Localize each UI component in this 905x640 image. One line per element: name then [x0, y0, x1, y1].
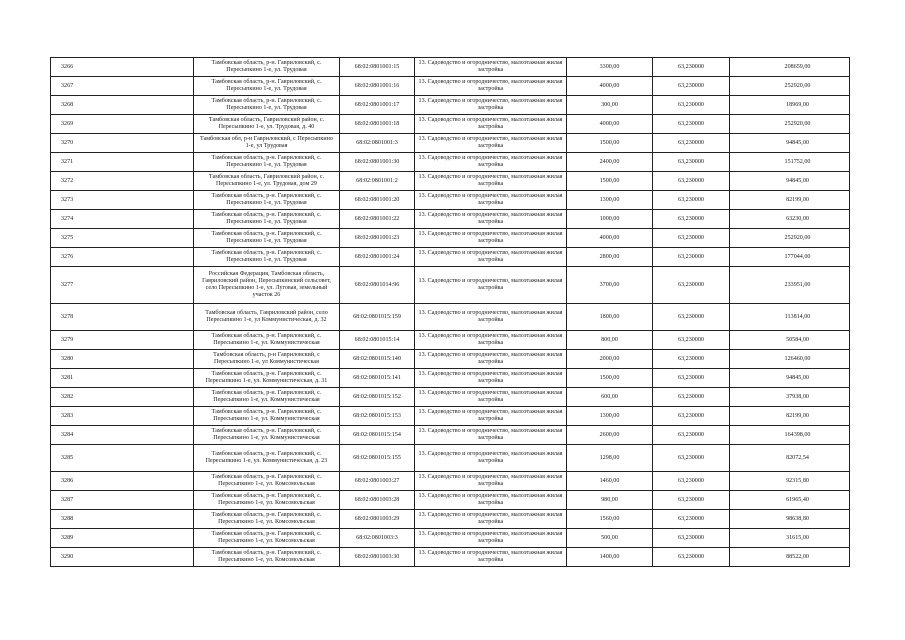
cadastral-value-cell: 252920,00: [730, 229, 850, 248]
table-row: [51, 210, 850, 229]
cadastral-number-cell: 68:02:0801001:22: [340, 210, 415, 229]
permitted-use-cell: 13. Садоводство и огородничество, малоэтажная жилая застройка: [415, 304, 567, 331]
area-cell: 1300,00: [567, 407, 653, 426]
permitted-use-cell: 13. Садоводство и огородничество, малоэтажная жилая застройка: [415, 134, 567, 153]
rate-cell: 63,230000: [653, 191, 730, 210]
cadastral-number-cell: 68:02:0801015:155: [340, 445, 415, 472]
permitted-use-cell: 13. Садоводство и огородничество, малоэтажная жилая застройка: [415, 426, 567, 445]
permitted-use-cell: 13. Садоводство и огородничество, малоэтажная жилая застройка: [415, 115, 567, 134]
cadastral-value-cell: 151752,00: [730, 153, 850, 172]
area-cell: 1800,00: [567, 304, 653, 331]
land-plots-table: [50, 57, 850, 567]
row-number-cell: 3285: [51, 445, 194, 472]
permitted-use-cell: 13. Садоводство и огородничество, малоэтажная жилая застройка: [415, 407, 567, 426]
cadastral-value-cell: 252920,00: [730, 115, 850, 134]
rate-cell: 63,230000: [653, 388, 730, 407]
rate-cell: 63,230000: [653, 96, 730, 115]
address-cell: Российская Федерация, Тамбовская область, Гавриловский район, Пересыпкинский сельсовет, село Пересыпкино 1-е, ул. Луговая, земельный участок 26: [194, 267, 340, 304]
area-cell: 3700,00: [567, 267, 653, 304]
address-cell: Тамбовская область, р-н. Гавриловский, с. Пересыпкино 1-е, ул. Коммунистическая: [194, 426, 340, 445]
rate-cell: 63,230000: [653, 229, 730, 248]
permitted-use-cell: 13. Садоводство и огородничество, малоэтажная жилая застройка: [415, 445, 567, 472]
address-cell: Тамбовская область, р-н. Гавриловский, с. Пересыпкино 1-е, ул. Коммунистическая: [194, 407, 340, 426]
cadastral-number-cell: 68:02:0801003:29: [340, 510, 415, 529]
rate-cell: 63,230000: [653, 115, 730, 134]
table-row: [51, 548, 850, 567]
cadastral-number-cell: 68:02:0801001:24: [340, 248, 415, 267]
rate-cell: 63,230000: [653, 350, 730, 369]
row-number-cell: 3267: [51, 77, 194, 96]
cadastral-value-cell: 82199,00: [730, 407, 850, 426]
area-cell: 1000,00: [567, 210, 653, 229]
table-row: [51, 267, 850, 304]
row-number-cell: 3266: [51, 58, 194, 77]
permitted-use-cell: 13. Садоводство и огородничество, малоэтажная жилая застройка: [415, 510, 567, 529]
rate-cell: 63,230000: [653, 153, 730, 172]
area-cell: 600,00: [567, 388, 653, 407]
cadastral-value-cell: 61965,40: [730, 491, 850, 510]
area-cell: 1300,00: [567, 191, 653, 210]
table-row: [51, 96, 850, 115]
table-row: [51, 529, 850, 548]
cadastral-value-cell: 177044,00: [730, 248, 850, 267]
table-row: [51, 331, 850, 350]
cadastral-value-cell: 88522,00: [730, 548, 850, 567]
cadastral-number-cell: 68:02:0801014:96: [340, 267, 415, 304]
row-number-cell: 3277: [51, 267, 194, 304]
cadastral-number-cell: 68:02:0801001:20: [340, 191, 415, 210]
address-cell: Тамбовская область, р-н. Гавриловский, с. Пересыпкино 1-е, ул. Трудовая: [194, 96, 340, 115]
permitted-use-cell: 13. Садоводство и огородничество, малоэтажная жилая застройка: [415, 77, 567, 96]
table-row: [51, 472, 850, 491]
rate-cell: 63,230000: [653, 510, 730, 529]
row-number-cell: 3281: [51, 369, 194, 388]
cadastral-value-cell: 82072,54: [730, 445, 850, 472]
area-cell: 1500,00: [567, 172, 653, 191]
row-number-cell: 3288: [51, 510, 194, 529]
rate-cell: 63,230000: [653, 58, 730, 77]
cadastral-number-cell: 68:02:0801001:16: [340, 77, 415, 96]
area-cell: 980,00: [567, 491, 653, 510]
cadastral-number-cell: 68:02:0801001:3: [340, 134, 415, 153]
rate-cell: 63,230000: [653, 248, 730, 267]
cadastral-value-cell: 92315,80: [730, 472, 850, 491]
address-cell: Тамбовская область, р-н. Гавриловский, с. Пересыпкино 1-е, ул. Комсомольская: [194, 548, 340, 567]
address-cell: Тамбовская обл, р-н Гавриловский, с Пересыпкино 1-е, ул Трудовая: [194, 134, 340, 153]
rate-cell: 63,230000: [653, 472, 730, 491]
address-cell: Тамбовская область, р-н. Гавриловский, с. Пересыпкино 1-е, ул. Трудовая: [194, 153, 340, 172]
row-number-cell: 3272: [51, 172, 194, 191]
permitted-use-cell: 13. Садоводство и огородничество, малоэтажная жилая застройка: [415, 58, 567, 77]
permitted-use-cell: 13. Садоводство и огородничество, малоэтажная жилая застройка: [415, 369, 567, 388]
table-row: [51, 229, 850, 248]
row-number-cell: 3269: [51, 115, 194, 134]
rate-cell: 63,230000: [653, 529, 730, 548]
area-cell: 2000,00: [567, 350, 653, 369]
rate-cell: 63,230000: [653, 548, 730, 567]
row-number-cell: 3276: [51, 248, 194, 267]
row-number-cell: 3289: [51, 529, 194, 548]
cadastral-number-cell: 68:02:0801015:153: [340, 407, 415, 426]
table-row: [51, 510, 850, 529]
row-number-cell: 3282: [51, 388, 194, 407]
cadastral-number-cell: 68:02:0801003:30: [340, 548, 415, 567]
rate-cell: 63,230000: [653, 304, 730, 331]
area-cell: 1460,00: [567, 472, 653, 491]
permitted-use-cell: 13. Садоводство и огородничество, малоэтажная жилая застройка: [415, 229, 567, 248]
rate-cell: 63,230000: [653, 210, 730, 229]
cadastral-value-cell: 164398,00: [730, 426, 850, 445]
table-row: [51, 491, 850, 510]
row-number-cell: 3275: [51, 229, 194, 248]
rate-cell: 63,230000: [653, 369, 730, 388]
row-number-cell: 3274: [51, 210, 194, 229]
address-cell: Тамбовская область, р-н. Гавриловский, с. Пересыпкино 1-е, ул. Комсомольская: [194, 472, 340, 491]
area-cell: 3300,00: [567, 58, 653, 77]
cadastral-number-cell: 68:02:0801003:27: [340, 472, 415, 491]
table-row: [51, 350, 850, 369]
row-number-cell: 3286: [51, 472, 194, 491]
area-cell: 1400,00: [567, 548, 653, 567]
address-cell: Тамбовская область, р-н. Гавриловский, с. Пересыпкино 1-е, ул. Комсомольская: [194, 491, 340, 510]
address-cell: Тамбовская область, р-н. Гавриловский, с. Пересыпкино 1-е, ул. Трудовая: [194, 58, 340, 77]
rate-cell: 63,230000: [653, 267, 730, 304]
cadastral-number-cell: 68:02:0801003:3: [340, 529, 415, 548]
cadastral-value-cell: 252920,00: [730, 77, 850, 96]
permitted-use-cell: 13. Садоводство и огородничество, малоэтажная жилая застройка: [415, 331, 567, 350]
permitted-use-cell: 13. Садоводство и огородничество, малоэтажная жилая застройка: [415, 153, 567, 172]
table-row: [51, 191, 850, 210]
table-row: [51, 115, 850, 134]
row-number-cell: 3271: [51, 153, 194, 172]
row-number-cell: 3279: [51, 331, 194, 350]
area-cell: 300,00: [567, 96, 653, 115]
cadastral-value-cell: 63230,00: [730, 210, 850, 229]
area-cell: 4000,00: [567, 77, 653, 96]
cadastral-number-cell: 68:02:0801003:28: [340, 491, 415, 510]
cadastral-number-cell: 68:02:0801015:159: [340, 304, 415, 331]
rate-cell: 63,230000: [653, 77, 730, 96]
area-cell: 2600,00: [567, 426, 653, 445]
address-cell: Тамбовская область, р-н. Гавриловский, с. Пересыпкино 1-е, ул. Коммунистическая: [194, 388, 340, 407]
cadastral-value-cell: 98638,80: [730, 510, 850, 529]
address-cell: Тамбовская область, р-н. Гавриловский, с. Пересыпкино 1-е, ул. Трудовая: [194, 77, 340, 96]
address-cell: Тамбовская область, р-н. Гавриловский, с. Пересыпкино 1-е, ул. Трудовая: [194, 210, 340, 229]
rate-cell: 63,230000: [653, 426, 730, 445]
address-cell: Тамбовская область, р-н. Гавриловский, с. Пересыпкино 1-е, ул. Комсомольская: [194, 529, 340, 548]
table-body: [51, 58, 850, 567]
area-cell: 1560,00: [567, 510, 653, 529]
permitted-use-cell: 13. Садоводство и огородничество, малоэтажная жилая застройка: [415, 210, 567, 229]
cadastral-value-cell: 94845,00: [730, 134, 850, 153]
address-cell: Тамбовская область, р-н. Гавриловский, с. Пересыпкино 1-е, ул. Комсомольская: [194, 510, 340, 529]
area-cell: 1500,00: [567, 369, 653, 388]
area-cell: 4000,00: [567, 115, 653, 134]
permitted-use-cell: 13. Садоводство и огородничество, малоэтажная жилая застройка: [415, 388, 567, 407]
permitted-use-cell: 13. Садоводство и огородничество, малоэтажная жилая застройка: [415, 267, 567, 304]
area-cell: 2800,00: [567, 248, 653, 267]
cadastral-value-cell: 37938,00: [730, 388, 850, 407]
table-row: [51, 304, 850, 331]
table-row: [51, 134, 850, 153]
row-number-cell: 3283: [51, 407, 194, 426]
row-number-cell: 3273: [51, 191, 194, 210]
permitted-use-cell: 13. Садоводство и огородничество, малоэтажная жилая застройка: [415, 191, 567, 210]
row-number-cell: 3280: [51, 350, 194, 369]
cadastral-number-cell: 68:02:0801001:17: [340, 96, 415, 115]
cadastral-number-cell: 68:02:0801015:152: [340, 388, 415, 407]
cadastral-number-cell: 68:02:0801001:18: [340, 115, 415, 134]
address-cell: Тамбовская область, р-н. Гавриловский, с. Пересыпкино 1-е, ул. Коммунистическая: [194, 331, 340, 350]
cadastral-value-cell: 94845,00: [730, 369, 850, 388]
permitted-use-cell: 13. Садоводство и огородничество, малоэтажная жилая застройка: [415, 472, 567, 491]
permitted-use-cell: 13. Садоводство и огородничество, малоэтажная жилая застройка: [415, 529, 567, 548]
table-row: [51, 388, 850, 407]
row-number-cell: 3278: [51, 304, 194, 331]
cadastral-number-cell: 68:02:0801001:15: [340, 58, 415, 77]
cadastral-number-cell: 68:02:0801015:14: [340, 331, 415, 350]
permitted-use-cell: 13. Садоводство и огородничество, малоэтажная жилая застройка: [415, 548, 567, 567]
cadastral-number-cell: 68:02:0801001:30: [340, 153, 415, 172]
address-cell: Тамбовская область, Гавриловский район, с. Пересыпкино 1-е, ул. Трудовая, дом 29: [194, 172, 340, 191]
address-cell: Тамбовская область, р-н. Гавриловский, с. Пересыпкино 1-е, ул. Трудовая: [194, 248, 340, 267]
cadastral-value-cell: 208659,00: [730, 58, 850, 77]
table-row: [51, 172, 850, 191]
table-row: [51, 407, 850, 426]
rate-cell: 63,230000: [653, 134, 730, 153]
address-cell: Тамбовская область, р-н. Гавриловский, с. Пересыпкино 1-е, ул. Трудовая: [194, 191, 340, 210]
area-cell: 1500,00: [567, 134, 653, 153]
row-number-cell: 3270: [51, 134, 194, 153]
area-cell: 4000,00: [567, 229, 653, 248]
rate-cell: 63,230000: [653, 172, 730, 191]
table-row: [51, 426, 850, 445]
rate-cell: 63,230000: [653, 445, 730, 472]
area-cell: 500,00: [567, 529, 653, 548]
cadastral-number-cell: 68:02:0801015:154: [340, 426, 415, 445]
rate-cell: 63,230000: [653, 491, 730, 510]
permitted-use-cell: 13. Садоводство и огородничество, малоэтажная жилая застройка: [415, 491, 567, 510]
table-row: [51, 77, 850, 96]
cadastral-number-cell: 68:02:0801001:2: [340, 172, 415, 191]
area-cell: 800,00: [567, 331, 653, 350]
permitted-use-cell: 13. Садоводство и огородничество, малоэтажная жилая застройка: [415, 96, 567, 115]
address-cell: Тамбовская область, Гавриловский район, село Пересыпкино 1-е, ул Коммунистическая, д. 32: [194, 304, 340, 331]
rate-cell: 63,230000: [653, 331, 730, 350]
table-row: [51, 445, 850, 472]
row-number-cell: 3284: [51, 426, 194, 445]
cadastral-value-cell: 50584,00: [730, 331, 850, 350]
address-cell: Тамбовская область, р-н Гавриловский, с Пересыпкино 1-е, ул Коммунистическая: [194, 350, 340, 369]
table-row: [51, 369, 850, 388]
permitted-use-cell: 13. Садоводство и огородничество, малоэтажная жилая застройка: [415, 172, 567, 191]
cadastral-value-cell: 113814,00: [730, 304, 850, 331]
row-number-cell: 3287: [51, 491, 194, 510]
address-cell: Тамбовская область, р-н. Гавриловский, с. Пересыпкино 1-е, ул. Коммунистическая, д. 31: [194, 369, 340, 388]
rate-cell: 63,230000: [653, 407, 730, 426]
cadastral-value-cell: 94845,00: [730, 172, 850, 191]
area-cell: 2400,00: [567, 153, 653, 172]
cadastral-value-cell: 31615,00: [730, 529, 850, 548]
cadastral-number-cell: 68:02:0801001:23: [340, 229, 415, 248]
cadastral-value-cell: 233951,00: [730, 267, 850, 304]
table-row: [51, 58, 850, 77]
cadastral-value-cell: 18969,00: [730, 96, 850, 115]
row-number-cell: 3290: [51, 548, 194, 567]
cadastral-number-cell: 68:02:0801015:140: [340, 350, 415, 369]
row-number-cell: 3268: [51, 96, 194, 115]
address-cell: Тамбовская область, Гавриловский район, с. Пересыпкино 1-е, ул. Трудовая, д. 40: [194, 115, 340, 134]
permitted-use-cell: 13. Садоводство и огородничество, малоэтажная жилая застройка: [415, 248, 567, 267]
table-row: [51, 153, 850, 172]
permitted-use-cell: 13. Садоводство и огородничество, малоэтажная жилая застройка: [415, 350, 567, 369]
table-row: [51, 248, 850, 267]
address-cell: Тамбовская область, р-н. Гавриловский, с. Пересыпкино 1-е, ул. Трудовая: [194, 229, 340, 248]
address-cell: Тамбовская область, р-н. Гавриловский, с. Пересыпкино 1-е, ул. Коммунистическая, д. 23: [194, 445, 340, 472]
area-cell: 1298,00: [567, 445, 653, 472]
cadastral-number-cell: 68:02:0801015:141: [340, 369, 415, 388]
cadastral-value-cell: 126460,00: [730, 350, 850, 369]
cadastral-value-cell: 82199,00: [730, 191, 850, 210]
